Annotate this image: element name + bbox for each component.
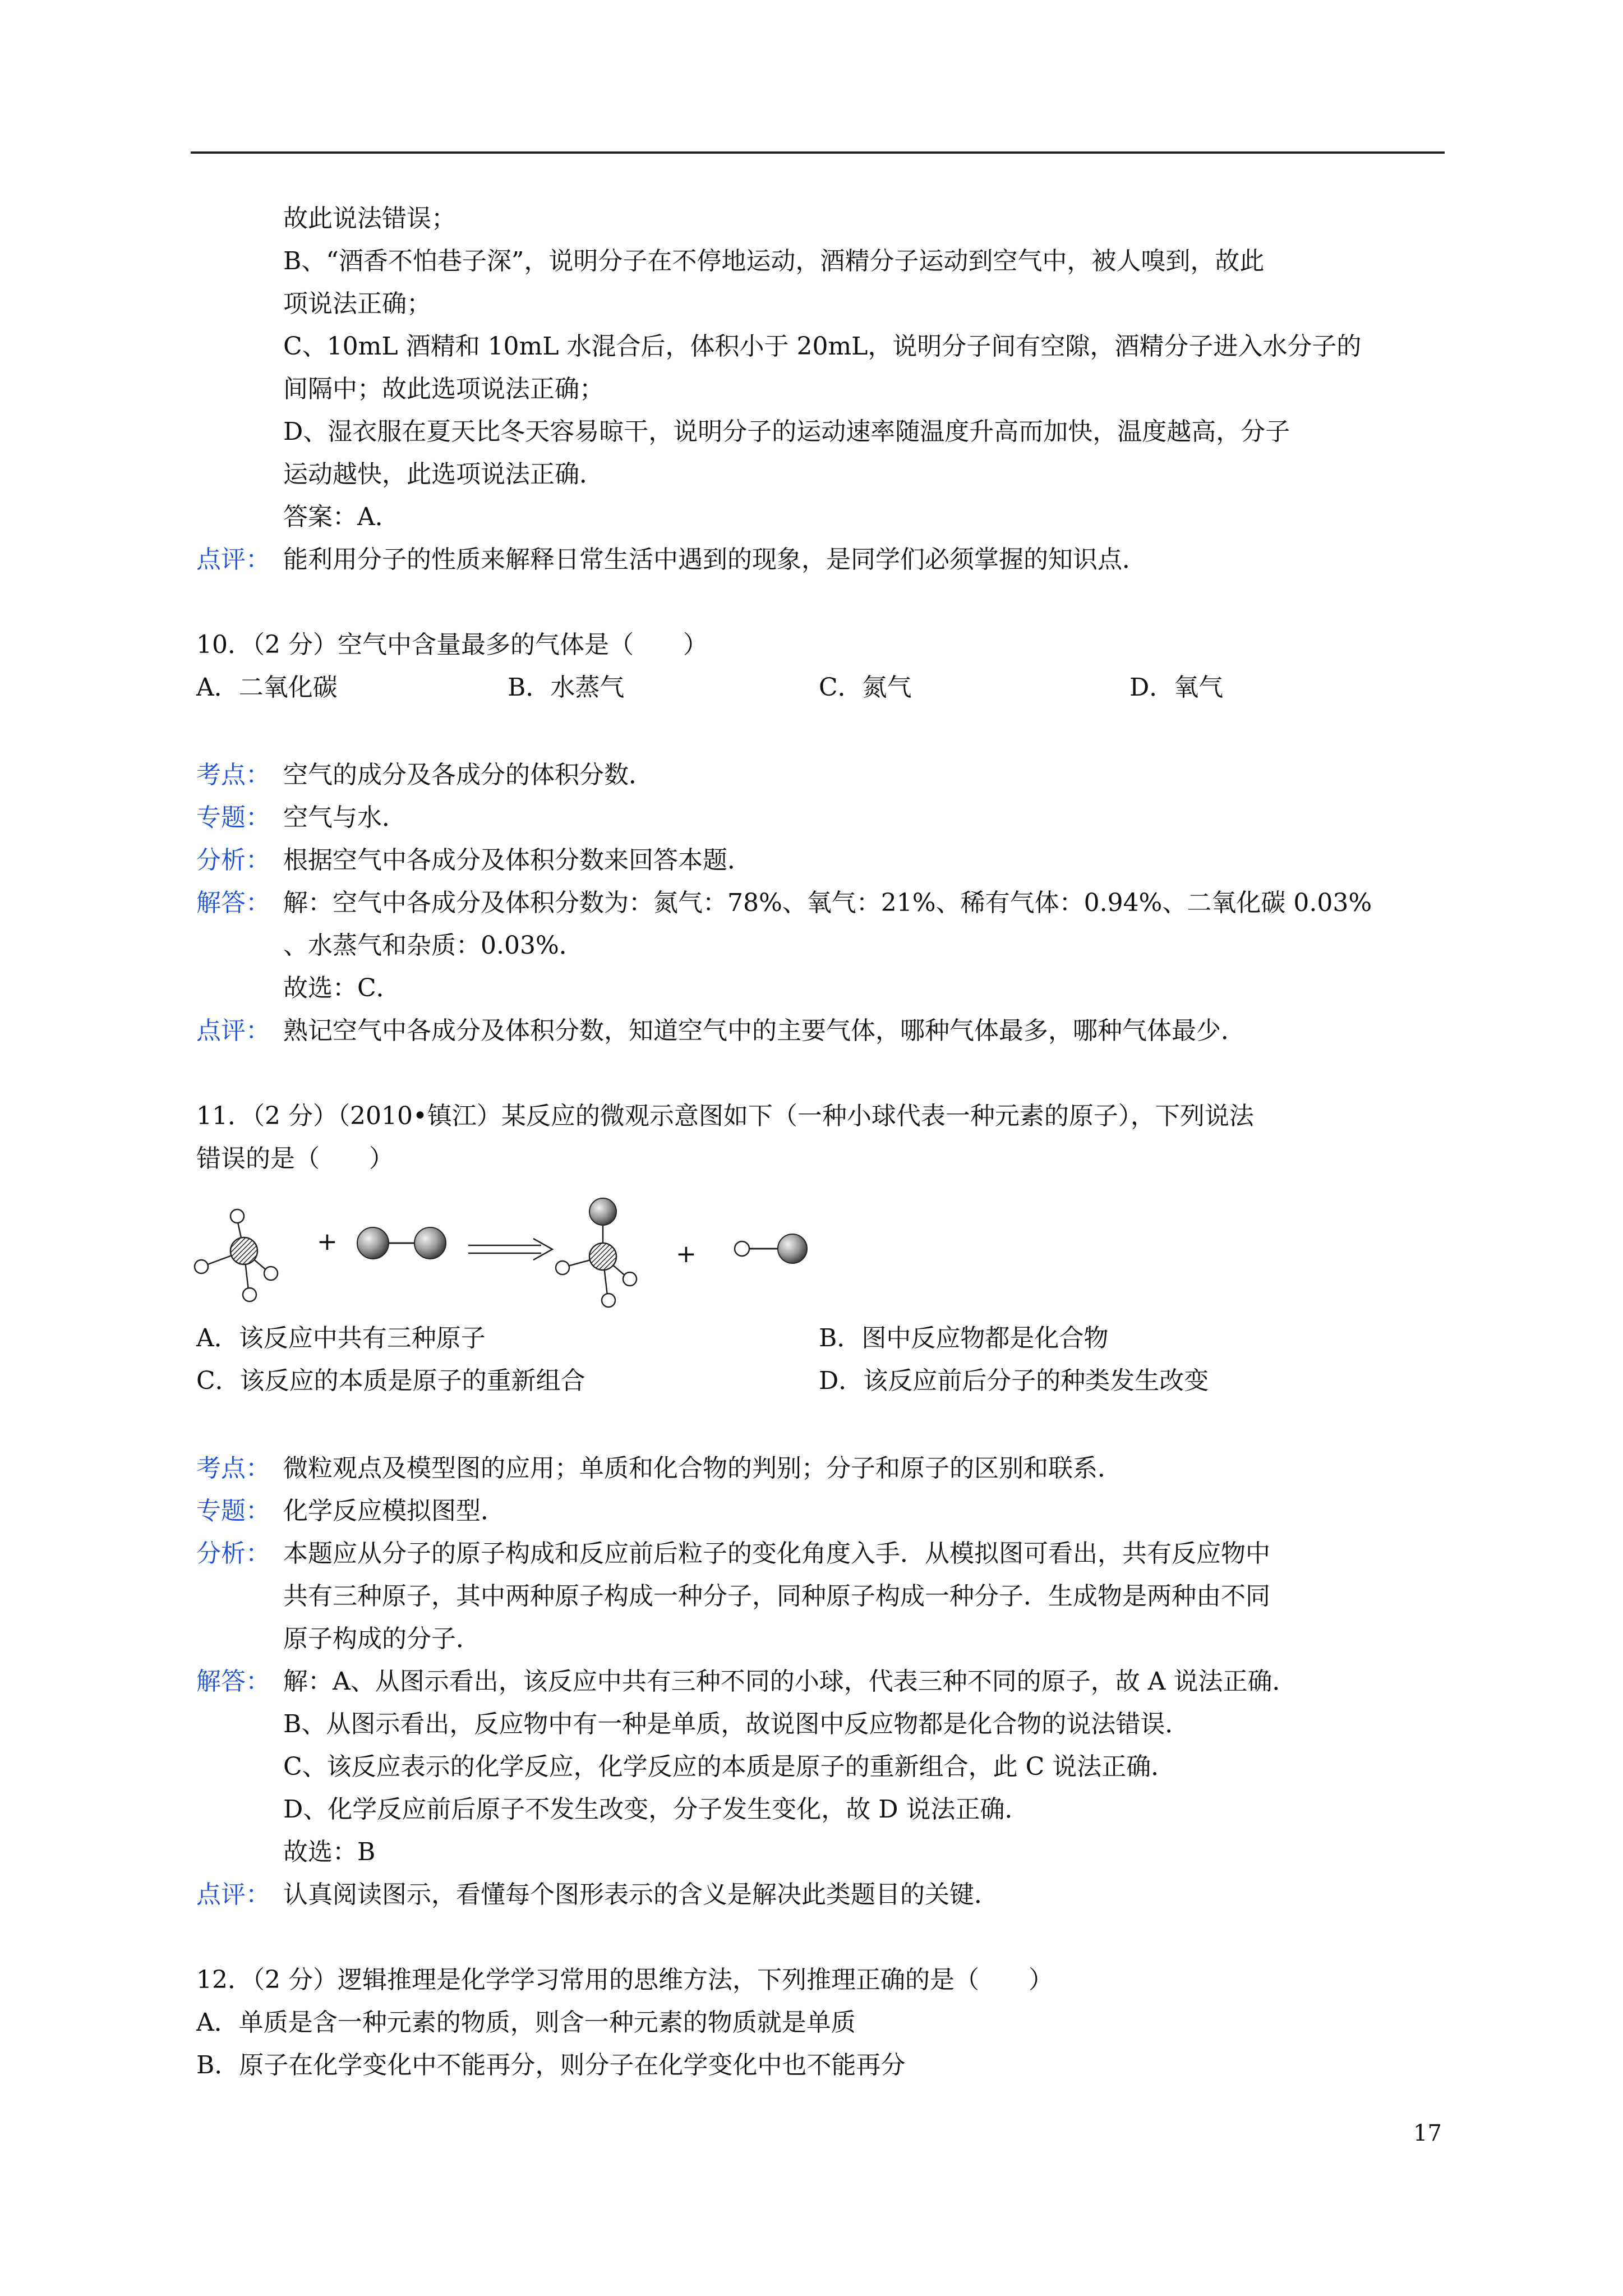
review-label: 点评： — [196, 545, 270, 574]
zhuanti-label: 专题： — [196, 1497, 270, 1525]
option-a: A．单质是含一种元素的物质，则含一种元素的物质就是单质 — [196, 2008, 856, 2037]
option-c: C．氮气 — [819, 673, 912, 702]
question-stem: 11．（2 分）（2010•镇江）某反应的微观示意图如下（一种小球代表一种元素的原子），下列说法 — [196, 1102, 1254, 1130]
jieda-label: 解答： — [196, 1667, 270, 1696]
dianping-label: 点评： — [196, 1016, 270, 1045]
zhuanti-label: 专题： — [196, 803, 270, 832]
fenxi-line: 共有三种原子，其中两种原子构成一种分子，同种原子构成一种分子．生成物是两种由不同 — [283, 1582, 1270, 1611]
fenxi-label: 分析： — [196, 1539, 270, 1568]
option-b: B．图中反应物都是化合物 — [819, 1324, 1109, 1352]
text-line: 故此说法错误； — [283, 204, 456, 233]
dianping-text: 熟记空气中各成分及体积分数，知道空气中的主要气体，哪种气体最多，哪种气体最少． — [283, 1016, 1246, 1045]
fenxi-text: 根据空气中各成分及体积分数来回答本题． — [283, 846, 752, 875]
kaodian-label: 考点： — [196, 1454, 270, 1483]
text-line: 答案：A． — [283, 503, 400, 531]
option-c: C．该反应的本质是原子的重新组合 — [196, 1366, 585, 1395]
kaodian-text: 微粒观点及模型图的应用；单质和化合物的判别；分子和原子的区别和联系． — [283, 1454, 1122, 1483]
product-molecule-1 — [556, 1198, 637, 1307]
option-b: B．水蒸气 — [508, 673, 625, 702]
option-b: B．原子在化学变化中不能再分，则分子在化学变化中也不能再分 — [196, 2051, 906, 2079]
text-line: B、“酒香不怕巷子深”，说明分子在不停地运动，酒精分子运动到空气中，被人嗅到，故此 — [283, 247, 1265, 275]
jieda-line: C、该反应表示的化学反应，化学反应的本质是原子的重新组合，此 C 说法正确． — [283, 1752, 1176, 1781]
text-line: 运动越快，此选项说法正确． — [283, 460, 604, 489]
jieda-label: 解答： — [196, 889, 270, 917]
jieda-line: D、化学反应前后原子不发生改变，分子发生变化，故 D 说法正确． — [283, 1795, 1030, 1824]
zhuanti-text: 空气与水． — [283, 803, 407, 832]
dianping-label: 点评： — [196, 1880, 270, 1909]
option-a: A．该反应中共有三种原子 — [196, 1324, 486, 1352]
fenxi-line: 本题应从分子的原子构成和反应前后粒子的变化角度入手．从模拟图可看出，共有反应物中 — [283, 1539, 1270, 1568]
text-line: D、湿衣服在夏天比冬天容易晾干，说明分子的运动速率随温度升高而加快，温度越高，分子 — [283, 417, 1290, 446]
review-row — [196, 547, 270, 572]
page-number: 17 — [1413, 2120, 1442, 2146]
option-a: A．二氧化碳 — [196, 673, 338, 702]
jieda-line: 、水蒸气和杂质：0.03%． — [283, 931, 584, 960]
question-stem: 10．（2 分）空气中含量最多的气体是（ ） — [196, 631, 708, 659]
reactant-molecule-2 — [357, 1227, 446, 1259]
kaodian-text: 空气的成分及各成分的体积分数． — [283, 761, 653, 789]
plus-sign: + — [317, 1227, 338, 1256]
header-rule — [191, 151, 1445, 154]
question-stem: 错误的是（ ） — [196, 1144, 394, 1173]
jieda-line: 解：空气中各成分及体积分数为：氮气：78%、氧气：21%、稀有气体：0.94%、二氧化碳 0.03% — [283, 889, 1372, 917]
plus-sign: + — [676, 1240, 697, 1268]
reaction-arrow — [468, 1239, 552, 1260]
jieda-line: 故选：B — [283, 1838, 376, 1866]
reactant-molecule-1 — [195, 1209, 278, 1301]
zhuanti-text: 化学反应模拟图型． — [283, 1497, 505, 1525]
kaodian-label: 考点： — [196, 761, 270, 789]
jieda-line: 故选：C． — [283, 974, 401, 1002]
text-line: C、10mL 酒精和 10mL 水混合后，体积小于 20mL，说明分子间有空隙，酒精分子进入水分子的 — [283, 332, 1362, 361]
fenxi-line: 原子构成的分子． — [283, 1625, 481, 1653]
fenxi-label: 分析： — [196, 846, 270, 875]
jieda-line: 解：A、从图示看出，该反应中共有三种不同的小球，代表三种不同的原子，故 A 说法正确． — [283, 1667, 1297, 1696]
question-stem: 12．（2 分）逻辑推理是化学学习常用的思维方法，下列推理正确的是（ ） — [196, 1966, 1053, 1994]
jieda-line: B、从图示看出，反应物中有一种是单质，故说图中反应物都是化合物的说法错误． — [283, 1710, 1190, 1738]
text-line: 项说法正确； — [283, 289, 431, 318]
text-line: 间隔中；故此选项说法正确； — [283, 375, 604, 403]
option-d: D．该反应前后分子的种类发生改变 — [819, 1366, 1209, 1395]
option-d: D．氧气 — [1129, 673, 1224, 702]
product-molecule-2 — [735, 1234, 807, 1263]
reaction-diagram — [193, 1189, 827, 1324]
review-text: 能利用分子的性质来解释日常生活中遇到的现象，是同学们必须掌握的知识点． — [283, 545, 1147, 574]
dianping-text: 认真阅读图示，看懂每个图形表示的含义是解决此类题目的关键． — [283, 1880, 999, 1909]
